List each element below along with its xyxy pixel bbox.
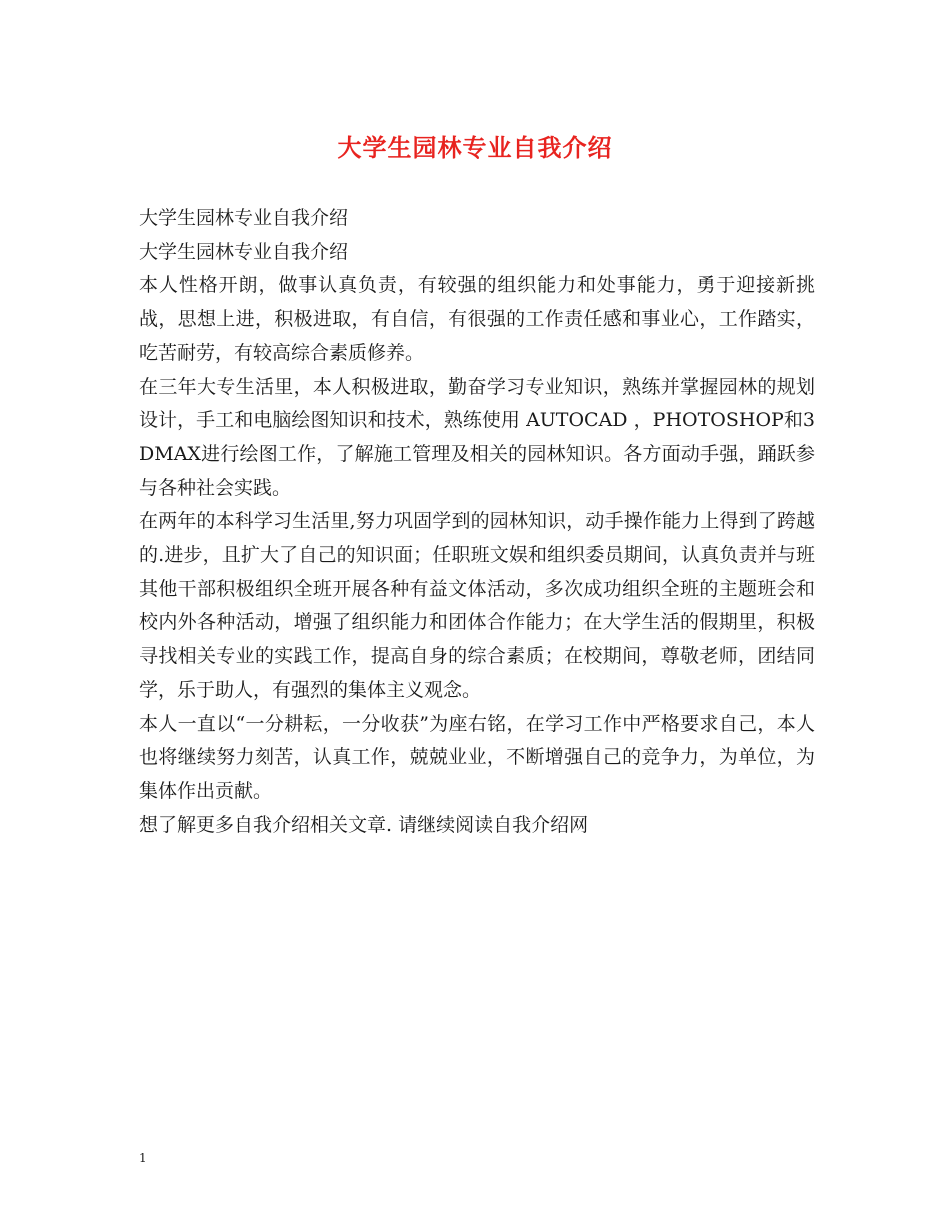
page-number: 1 [139,1151,147,1165]
paragraph-heading-2: 大学生园林专业自我介绍 [139,240,349,263]
paragraph-heading-1: 大学生园林专业自我介绍 [139,207,349,229]
document-body [139,202,815,842]
paragraph-undergraduate-study: 在两年的本科学习生活里,努力巩固学到的园林知识，动手操作能力上得到了跨越的.进步，且扩大了自己的知识面；任职班文娱和组织委员期间，认真负责并与班其他干部积极组织全班开展各种有益文体活动，多次成功组织全班的主题班会和校内外各种活动，增强了组织能力和团体合作能力；在大学生活的假期里，积极寻找相关专业的实践工作，提高自身的综合素质；在校期间，尊敬老师，团结同学，乐于助人，有强烈的集体主义观念。 [139,510,815,701]
document-title: 大学生园林专业自我介绍 [337,133,613,162]
paragraph-college-study: 在三年大专生活里，本人积极进取，勤奋学习专业知识，熟练并掌握园林的规划设计，手工和电脑绘图知识和技术，熟练使用 AUTOCAD ，PHOTOSHOP和3DMAX进行绘图工作，了解施工管理及相关的园林知识。各方面动手强，踊跃参与各种社会实践。 [139,375,815,499]
paragraph-more-link-text: 想了解更多自我介绍相关文章. 请继续阅读自我介绍网 [139,813,589,836]
paragraph-personality: 本人性格开朗，做事认真负责，有较强的组织能力和处事能力，勇于迎接新挑战，思想上进，积极进取，有自信，有很强的工作责任感和事业心，工作踏实，吃苦耐劳，有较高综合素质修养。 [139,274,815,364]
paragraph-motto: 本人一直以“一分耕耘，一分收获”为座右铭，在学习工作中严格要求自己，本人也将继续努力刻苦，认真工作，兢兢业业，不断增强自己的竞争力，为单位，为集体作出贡献。 [139,712,815,802]
